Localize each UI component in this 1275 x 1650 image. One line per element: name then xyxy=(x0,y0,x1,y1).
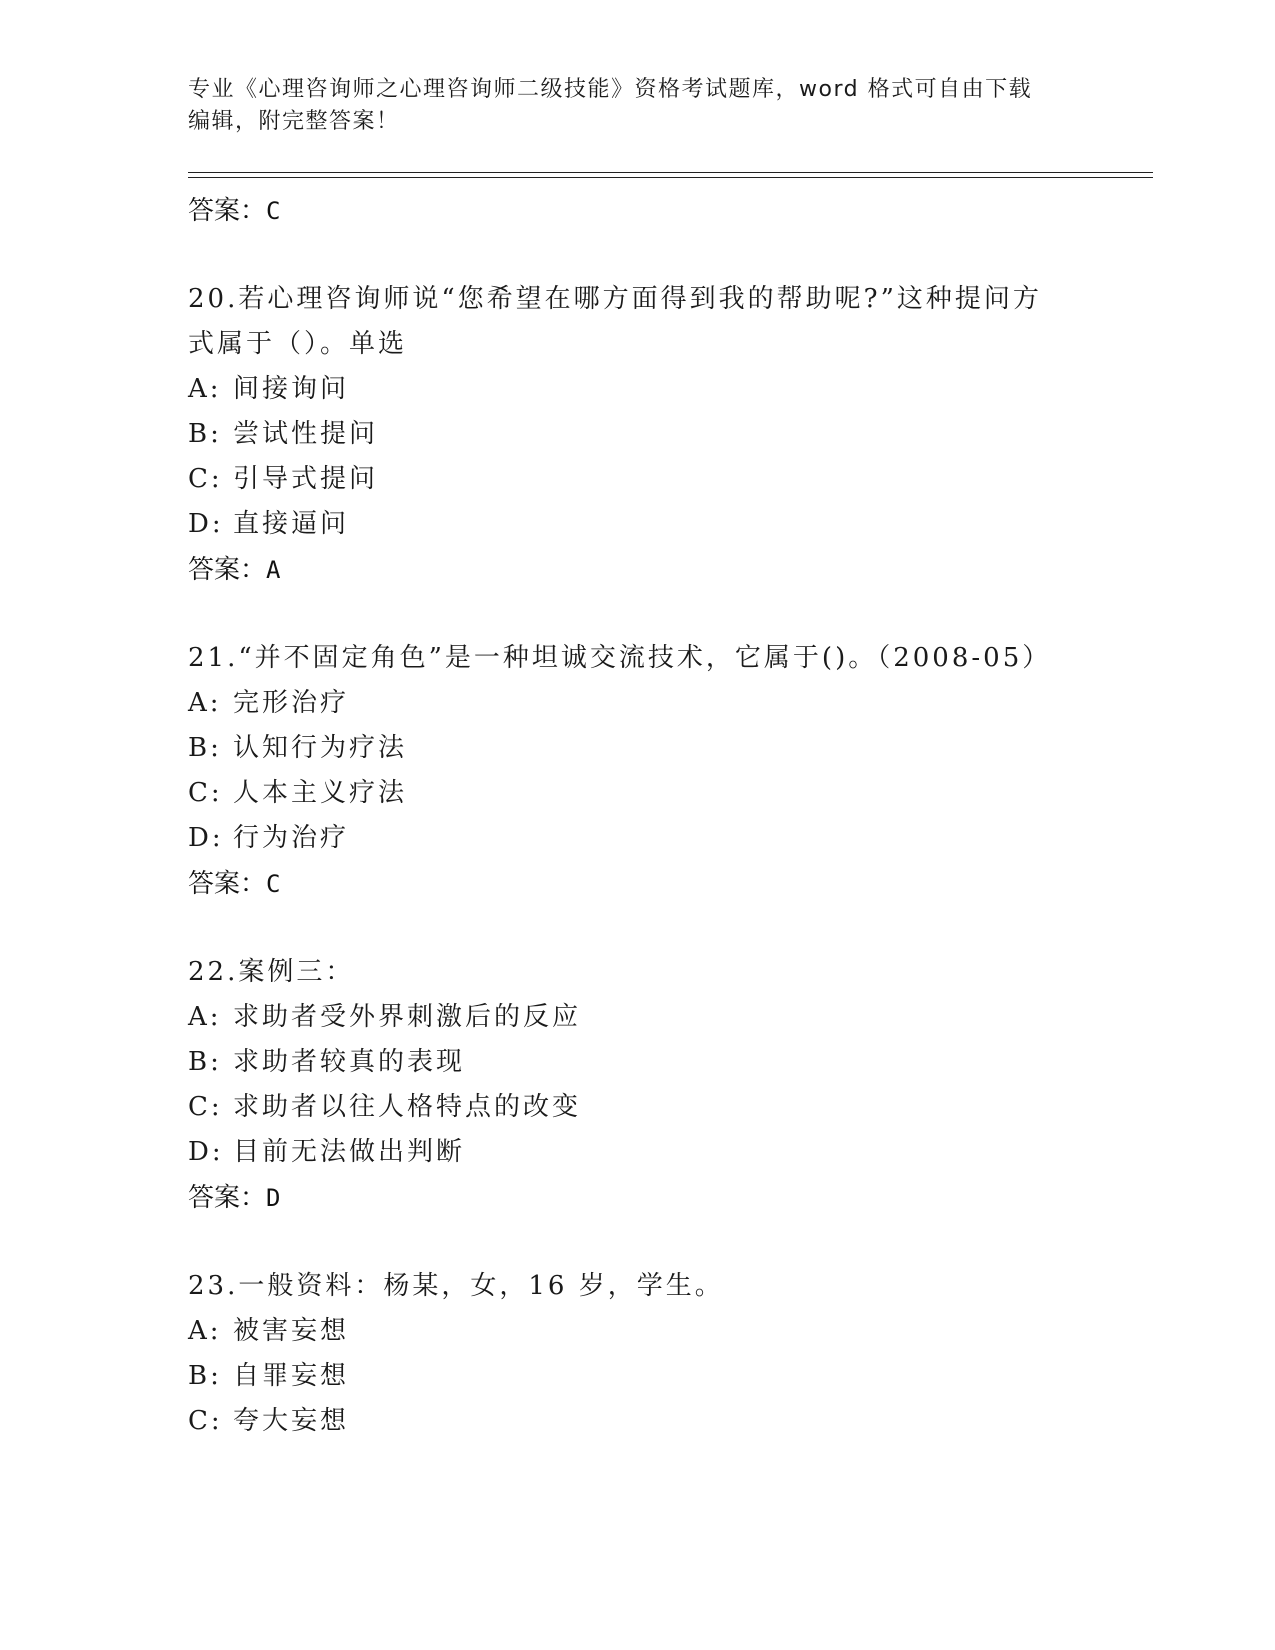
answer-line xyxy=(188,188,1088,234)
option-text: 目前无法做出判断 xyxy=(233,1137,466,1167)
option-b xyxy=(188,1040,1088,1085)
option-b xyxy=(188,726,1088,771)
option-a xyxy=(188,995,1088,1040)
option-letter: C: xyxy=(188,1406,223,1436)
header-divider-bottom xyxy=(188,177,1153,178)
option-letter: C: xyxy=(188,1092,223,1122)
option-text: 夸大妄想 xyxy=(233,1406,350,1436)
answer-value: C xyxy=(266,870,281,898)
header-divider-top xyxy=(188,172,1153,173)
document-header xyxy=(188,74,1068,138)
question-20 xyxy=(188,277,1088,593)
option-text: 人本主义疗法 xyxy=(233,778,408,808)
answer-value: D xyxy=(266,1184,281,1212)
option-text: 行为治疗 xyxy=(233,823,350,853)
option-text: 直接逼问 xyxy=(233,509,350,539)
option-letter: D: xyxy=(188,823,224,853)
option-letter: B: xyxy=(188,1047,222,1077)
option-d xyxy=(188,1130,1088,1175)
option-letter: B: xyxy=(188,1361,222,1391)
option-letter: A: xyxy=(188,1002,222,1032)
option-text: 求助者受外界刺激后的反应 xyxy=(233,1002,582,1032)
option-letter: A: xyxy=(188,1316,222,1346)
option-text: 引导式提问 xyxy=(233,464,379,494)
option-a xyxy=(188,681,1088,726)
question-22 xyxy=(188,950,1088,1221)
option-c xyxy=(188,771,1088,816)
answer-line xyxy=(188,861,1088,907)
option-text: 尝试性提问 xyxy=(233,419,379,449)
option-c xyxy=(188,457,1088,502)
answer-label: 答案： xyxy=(188,869,267,899)
option-letter: C: xyxy=(188,778,223,808)
answer-line xyxy=(188,1175,1088,1221)
answer-label: 答案： xyxy=(188,555,267,585)
question-21 xyxy=(188,636,1088,907)
option-text: 被害妄想 xyxy=(233,1316,350,1346)
option-c xyxy=(188,1399,1088,1444)
header-line-1: 专业《心理咨询师之心理咨询师二级技能》资格考试题库，word 格式可自由下载 xyxy=(188,77,1033,102)
option-d xyxy=(188,816,1088,861)
question-stem: 21.“并不固定角色”是一种坦诚交流技术，它属于()。（2008-05） xyxy=(188,643,1052,673)
option-text: 间接询问 xyxy=(233,374,350,404)
option-b xyxy=(188,1354,1088,1399)
question-stem: 20.若心理咨询师说“您希望在哪方面得到我的帮助呢?”这种提问方式属于（）。单选 xyxy=(188,284,1042,359)
option-letter: A: xyxy=(188,688,222,718)
option-letter: B: xyxy=(188,419,222,449)
header-line-2: 编辑，附完整答案！ xyxy=(188,109,400,134)
question-stem: 22.案例三： xyxy=(188,957,355,987)
answer-value: A xyxy=(266,556,281,584)
option-letter: C: xyxy=(188,464,223,494)
option-text: 完形治疗 xyxy=(233,688,350,718)
option-text: 求助者以往人格特点的改变 xyxy=(233,1092,582,1122)
option-text: 认知行为疗法 xyxy=(233,733,408,763)
answer-label: 答案： xyxy=(188,1183,267,1213)
option-letter: D: xyxy=(188,1137,224,1167)
option-text: 自罪妄想 xyxy=(233,1361,350,1391)
question-list xyxy=(188,188,1088,1444)
option-letter: B: xyxy=(188,733,222,763)
answer-line xyxy=(188,547,1088,593)
option-b xyxy=(188,412,1088,457)
option-letter: D: xyxy=(188,509,224,539)
option-text: 求助者较真的表现 xyxy=(233,1047,466,1077)
option-a xyxy=(188,367,1088,412)
answer-label: 答案： xyxy=(188,196,267,226)
option-a xyxy=(188,1309,1088,1354)
question-23 xyxy=(188,1264,1088,1444)
answer-value: C xyxy=(266,197,281,225)
option-c xyxy=(188,1085,1088,1130)
question-stem: 23.一般资料：杨某，女，16 岁，学生。 xyxy=(188,1271,724,1301)
option-letter: A: xyxy=(188,374,222,404)
option-d xyxy=(188,502,1088,547)
